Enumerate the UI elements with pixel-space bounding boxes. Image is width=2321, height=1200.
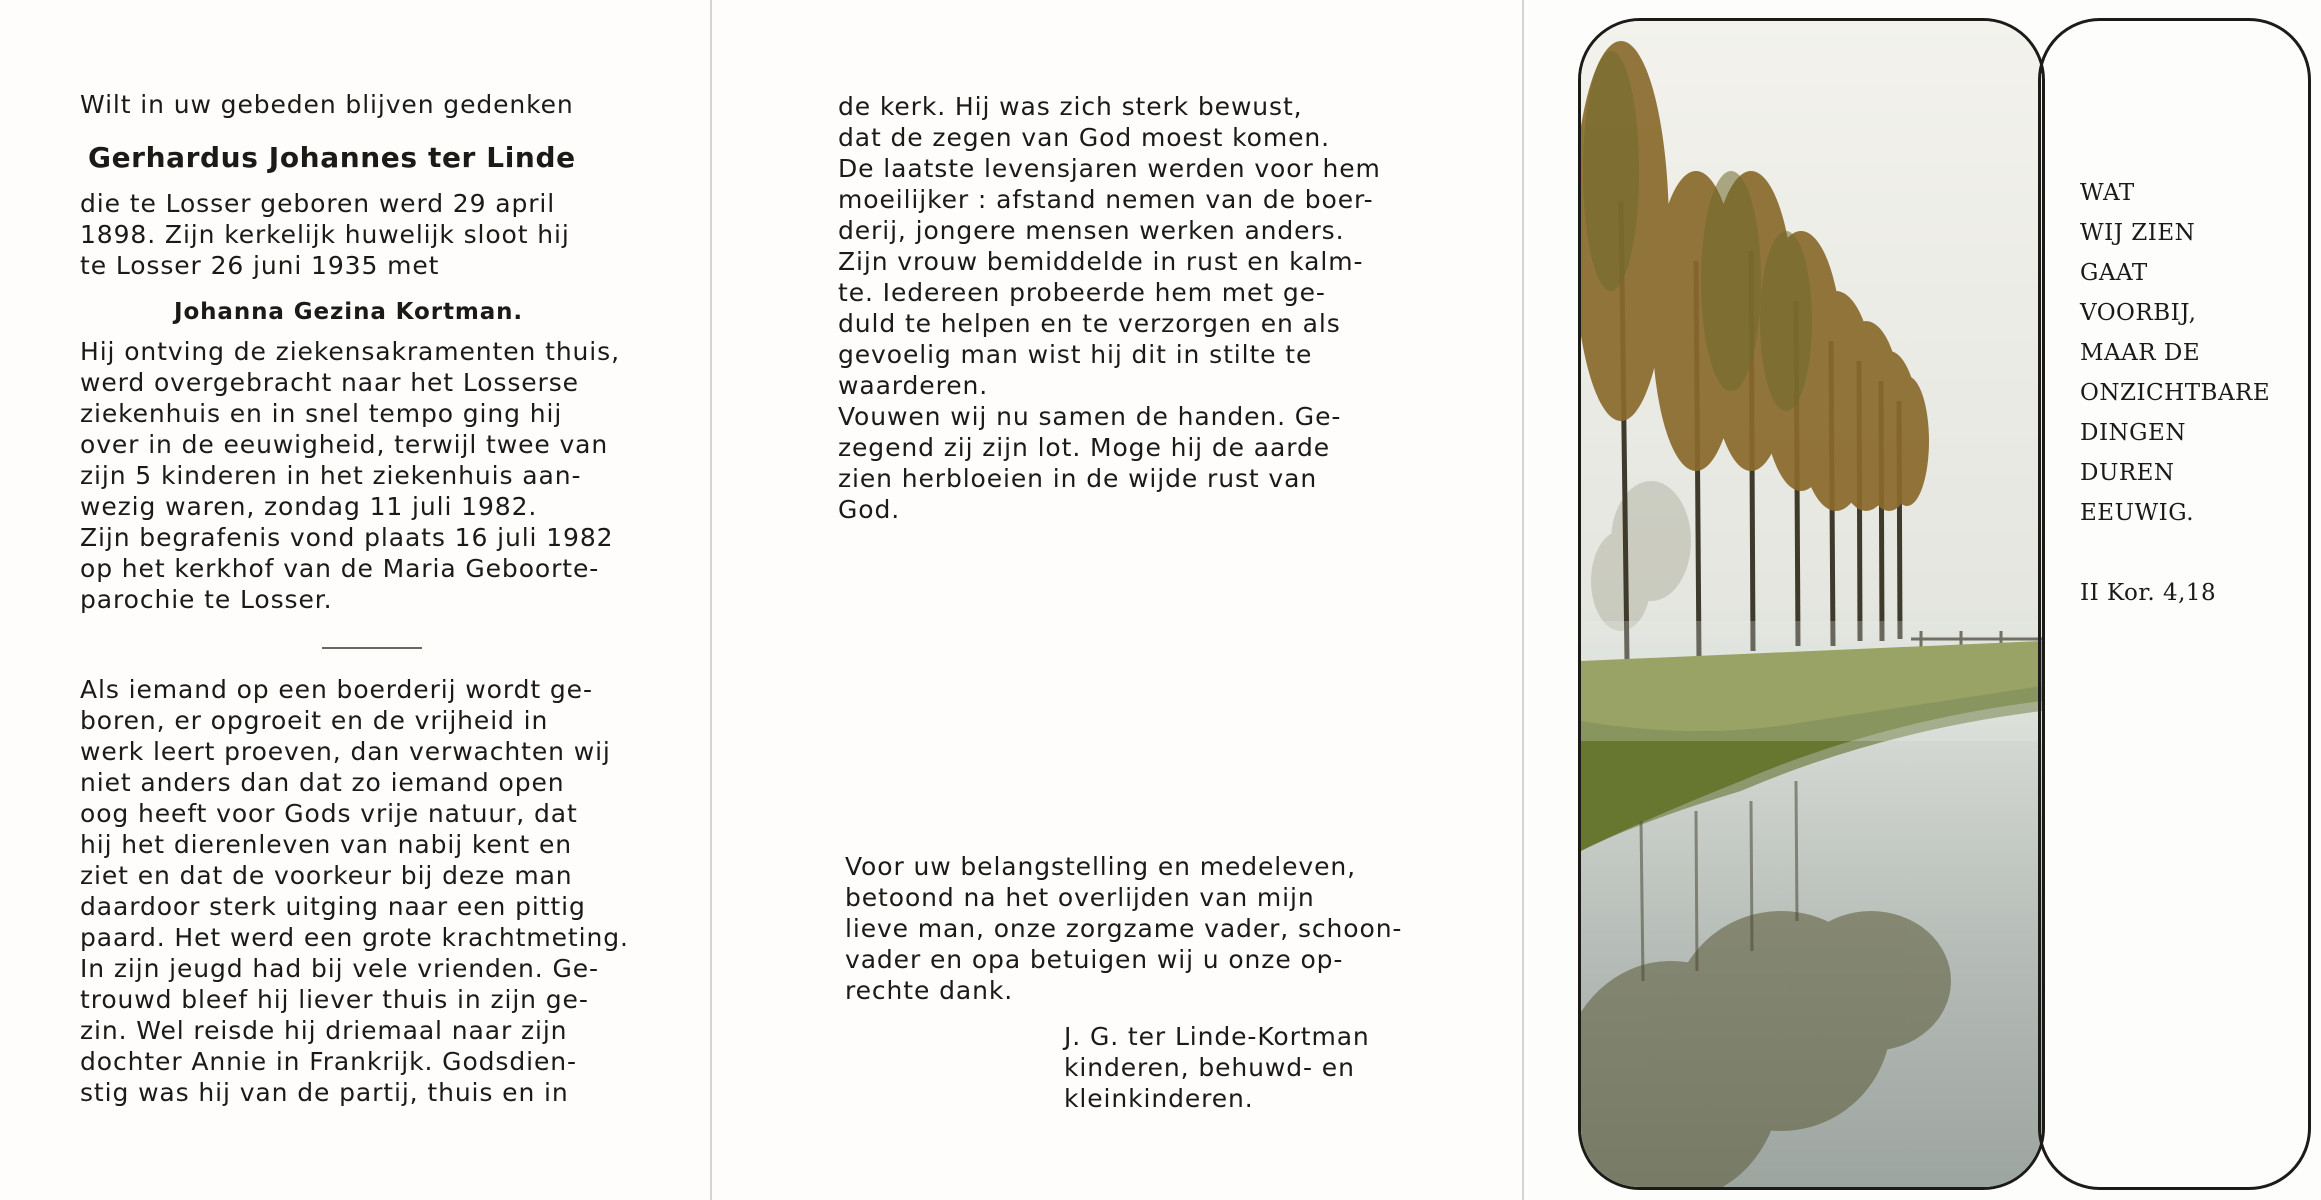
continuation-line: derij, jongere mensen werken anders. — [838, 216, 1345, 245]
verse-line: ONZICHTBARE — [2080, 380, 2271, 406]
verse-line: MAAR DE — [2080, 340, 2201, 366]
life-line: niet anders dan dat zo iemand open — [80, 768, 565, 797]
death-line: ziekenhuis en in snel tempo ging hij — [80, 399, 563, 428]
continuation-line: waarderen. — [838, 371, 989, 400]
verse-line: WIJ ZIEN — [2080, 220, 2196, 246]
verse-line: DINGEN — [2080, 420, 2186, 446]
life-line: trouwd bleef hij liever thuis in zijn ge- — [80, 985, 589, 1014]
verse-line: EEUWIG. — [2080, 500, 2195, 526]
thanks-line: Voor uw belangstelling en medeleven, — [845, 852, 1357, 881]
death-line: zijn 5 kinderen in het ziekenhuis aan- — [80, 461, 582, 490]
signature-line: kleinkinderen. — [1064, 1084, 1254, 1113]
life-line: boren, er opgroeit en de vrijheid in — [80, 706, 549, 735]
birth-line: te Losser 26 juni 1935 met — [80, 251, 440, 280]
life-line: ziet en dat de voorkeur bij deze man — [80, 861, 573, 890]
life-line: In zijn jeugd had bij vele vrienden. Ge- — [80, 954, 599, 983]
life-line: stig was hij van de partij, thuis en in — [80, 1078, 569, 1107]
fold-line — [1522, 0, 1524, 1200]
life-line: oog heeft voor Gods vrije natuur, dat — [80, 799, 578, 828]
deceased-name: Gerhardus Johannes ter Linde — [88, 141, 576, 174]
section-divider — [322, 647, 422, 649]
continuation-line: de kerk. Hij was zich sterk bewust, — [838, 92, 1303, 121]
thanks-line: lieve man, onze zorgzame vader, schoon- — [845, 914, 1403, 943]
thanks-line: rechte dank. — [845, 976, 1014, 1005]
life-line: werk leert proeven, dan verwachten wij — [80, 737, 611, 766]
continuation-line: Zijn vrouw bemiddelde in rust en kalm- — [838, 247, 1364, 276]
birth-line: 1898. Zijn kerkelijk huwelijk sloot hij — [80, 220, 570, 249]
life-line: hij het dierenleven van nabij kent en — [80, 830, 572, 859]
continuation-line: moeilijker : afstand nemen van de boer- — [838, 185, 1374, 214]
verse-line: DUREN — [2080, 460, 2175, 486]
thanks-line: betoond na het overlijden van mijn — [845, 883, 1315, 912]
continuation-line: te. Iedereen probeerde hem met ge- — [838, 278, 1326, 307]
verse-line: WAT — [2080, 180, 2135, 206]
verse-reference: II Kor. 4,18 — [2080, 580, 2217, 606]
life-line: dochter Annie in Frankrijk. Godsdien- — [80, 1047, 577, 1076]
continuation-line: De laatste levensjaren werden voor hem — [838, 154, 1381, 183]
life-line: paard. Het werd een grote krachtmeting. — [80, 923, 629, 952]
landscape-photo — [1581, 21, 2042, 1187]
continuation-line: gevoelig man wist hij dit in stilte te — [838, 340, 1313, 369]
continuation-line: zien herbloeien in de wijde rust van — [838, 464, 1318, 493]
death-line: wezig waren, zondag 11 juli 1982. — [80, 492, 538, 521]
life-line: zin. Wel reisde hij driemaal naar zijn — [80, 1016, 568, 1045]
continuation-line: God. — [838, 495, 901, 524]
life-line: daardoor sterk uitging naar een pittig — [80, 892, 586, 921]
death-line: Hij ontving de ziekensakramenten thuis, — [80, 337, 620, 366]
death-line: parochie te Losser. — [80, 585, 333, 614]
signature-line: J. G. ter Linde-Kortman — [1064, 1022, 1370, 1051]
continuation-line: Vouwen wij nu samen de handen. Ge- — [838, 402, 1342, 431]
landscape-photo-frame — [1578, 18, 2045, 1190]
death-line: Zijn begrafenis vond plaats 16 juli 1982 — [80, 523, 614, 552]
life-line: Als iemand op een boerderij wordt ge- — [80, 675, 593, 704]
birth-line: die te Losser geboren werd 29 april — [80, 189, 556, 218]
continuation-line: zegend zij zijn lot. Moge hij de aarde — [838, 433, 1330, 462]
spouse-name: Johanna Gezina Kortman. — [174, 299, 524, 325]
continuation-line: duld te helpen en te verzorgen en als — [838, 309, 1341, 338]
intro-text: Wilt in uw gebeden blijven gedenken — [80, 90, 574, 119]
death-line: werd overgebracht naar het Losserse — [80, 368, 579, 397]
continuation-line: dat de zegen van God moest komen. — [838, 123, 1330, 152]
middle-panel — [712, 0, 1520, 1200]
death-line: over in de eeuwigheid, terwijl twee van — [80, 430, 609, 459]
signature-line: kinderen, behuwd- en — [1064, 1053, 1355, 1082]
death-line: op het kerkhof van de Maria Geboorte- — [80, 554, 600, 583]
thanks-line: vader en opa betuigen wij u onze op- — [845, 945, 1344, 974]
verse-line: GAAT — [2080, 260, 2148, 286]
left-panel — [0, 0, 712, 1200]
verse-line: VOORBIJ, — [2080, 300, 2197, 326]
